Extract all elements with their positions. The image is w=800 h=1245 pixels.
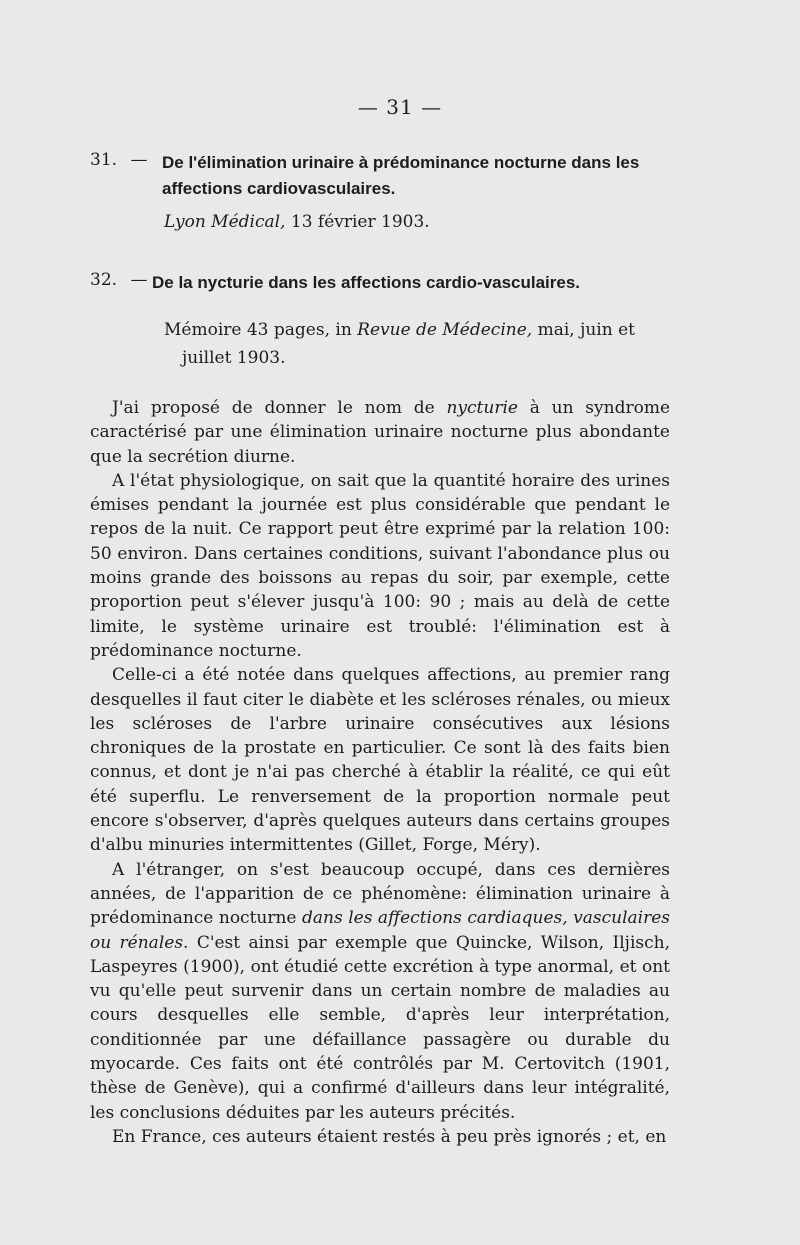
entry-title: De la nycturie dans les affections cardio-vasculaires. bbox=[152, 273, 581, 292]
paragraph-4: A l'étranger, on s'est beaucoup occupé, dans ces dernières années, de l'apparition de ce phénomène: élimination urinaire à prédominance nocturne dans les affections cardiaques, vasculaires ou rénales. C'est ainsi par exemple que Quincke, Wilson, Iljisch, Laspeyres (1900), ont étudié cette excrétion à type anormal, et ont vu qu'elle peut survenir dans un certain nombre de maladies au cours desquelles elle semble, d'après leur interprétation, conditionnée par une défaillance passagère ou durable du myocarde. Ces faits ont été contrôlés par M. Certovitch (1901, thèse de Genève), qui a confirmé d'ailleurs dans leur intégralité, les conclusions déduites par les auteurs précités. bbox=[90, 859, 670, 1123]
memoire-line-2: juillet 1903. bbox=[182, 348, 286, 368]
paragraph-1: J'ai proposé de donner le nom de nycturie à un syndrome caractérisé par une élimination urinaire nocturne plus abondante que la secrétion diurne. bbox=[90, 398, 671, 467]
entry-number: 32. bbox=[90, 270, 118, 290]
entry-dash: — bbox=[130, 150, 148, 170]
memoire-text-a: Mémoire 43 pages, in bbox=[164, 320, 358, 340]
memoire-journal: Revue de Médecine, bbox=[357, 320, 533, 340]
source-journal: Lyon Médical, bbox=[164, 212, 286, 232]
entry-title-line-2: affections cardiovasculaires. bbox=[162, 179, 396, 198]
entry-dash: — bbox=[130, 270, 148, 290]
body-text bbox=[90, 396, 670, 1149]
entry-number: 31. bbox=[90, 150, 118, 170]
entry-title bbox=[162, 150, 670, 202]
memoire-text-b: mai, juin et bbox=[532, 320, 635, 340]
bibliography-entry-32 bbox=[90, 270, 670, 296]
paragraph-5: En France, ces auteurs étaient restés à peu près ignorés ; et, en bbox=[112, 1126, 667, 1147]
italic-phrase: dans les affections cardiaques, vasculaires ou rénales bbox=[90, 908, 670, 953]
page-number: — 31 — bbox=[357, 95, 443, 119]
entry-memoire bbox=[164, 316, 669, 372]
source-date: 13 février 1903. bbox=[290, 212, 430, 232]
entry-title-line-1: De l'élimination urinaire à prédominance nocturne dans les bbox=[162, 153, 640, 172]
term-nycturie: nycturie bbox=[446, 398, 518, 418]
paragraph-3: Celle-ci a été notée dans quelques affections, au premier rang desquelles il faut citer le diabète et les scléroses rénales, ou mieux les scléroses de l'arbre urinaire consécutives aux lésions chroniques de la prostate en particulier. Ce sont là des faits bien connus, et dont je n'ai pas cherché à établir la réalité, ce qui eût été superflu. Le renversement de la proportion normale peut encore s'observer, d'après quelques auteurs dans certains groupes d'albu minuries intermittentes (Gillet, Forge, Méry). bbox=[90, 665, 670, 856]
paragraph-2: A l'état physiologique, on sait que la quantité horaire des urines émises pendant la journée est plus considérable que pendant le repos de la nuit. Ce rapport peut être exprimé par la relation 100: 50 environ. Dans certaines conditions, suivant l'abondance plus ou moins grande des boissons au repas du soir, par exemple, cette proportion peut s'élever jusqu'à 100: 90 ; mais au delà de cette limite, le système urinaire est troublé: l'élimination est à prédominance nocturne. bbox=[90, 470, 670, 661]
entry-source bbox=[164, 208, 430, 236]
bibliography-entry-31 bbox=[90, 150, 670, 202]
